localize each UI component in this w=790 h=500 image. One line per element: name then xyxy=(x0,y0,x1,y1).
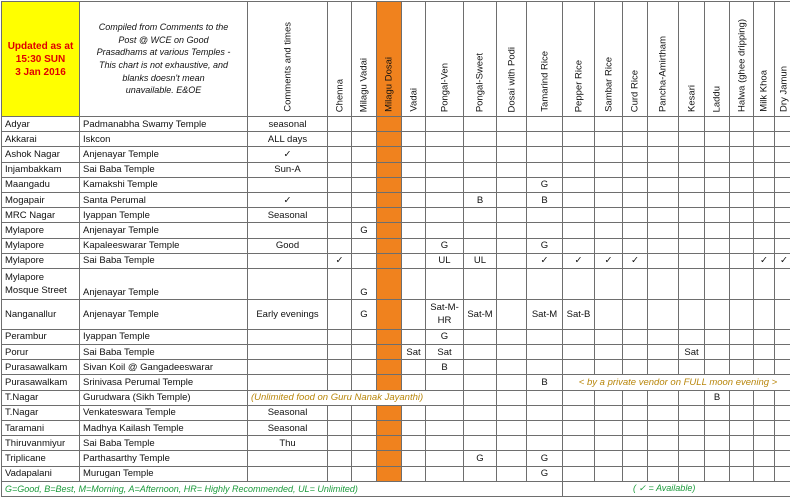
column-header-tamarind-rice: Tamarind Rice xyxy=(527,2,563,117)
table-row xyxy=(2,117,790,132)
table-row xyxy=(2,238,790,253)
legend-codes: G=Good, B=Best, M=Morning, A=Afternoon, HR= Highly Recommended, UL= Unlimited) xyxy=(2,481,563,496)
comment-cell: ALL days xyxy=(248,132,328,147)
table-row xyxy=(2,329,790,344)
area-cell: Perambur xyxy=(2,329,80,344)
column-header-pepper-rice: Pepper Rice xyxy=(563,2,595,117)
column-header-dry-jamun: Dry Jamun xyxy=(775,2,790,117)
comment-cell: Seasonal xyxy=(248,208,328,223)
pongal-ven-mark: Sat-M- HR xyxy=(426,299,464,329)
table-row xyxy=(2,192,790,207)
temple-cell: Gurudwara (Sikh Temple) xyxy=(80,390,248,405)
temple-cell: Kapaleeswarar Temple xyxy=(80,238,248,253)
temple-cell: Padmanabha Swamy Temple xyxy=(80,117,248,132)
column-header-laddu: Laddu xyxy=(705,2,730,117)
pepper-rice-mark: ✓ xyxy=(563,253,595,268)
column-header-curd-rice: Curd Rice xyxy=(623,2,648,117)
area-cell: Mogapair xyxy=(2,192,80,207)
comment-cell xyxy=(248,466,328,481)
temple-cell: Iyappan Temple xyxy=(80,208,248,223)
area-cell: Mylapore xyxy=(2,253,80,268)
area-cell: Taramani xyxy=(2,421,80,436)
temple-cell: Madhya Kailash Temple xyxy=(80,421,248,436)
temple-cell: Iyappan Temple xyxy=(80,329,248,344)
sambar-rice-mark: ✓ xyxy=(595,253,623,268)
temple-cell: Venkateswara Temple xyxy=(80,405,248,420)
temple-cell: Santa Perumal xyxy=(80,192,248,207)
pongal-ven-mark: G xyxy=(426,329,464,344)
milagu-vadai-mark: G xyxy=(352,268,377,299)
temple-cell: Srinivasa Perumal Temple xyxy=(80,375,248,390)
temple-cell: Sai Baba Temple xyxy=(80,253,248,268)
column-header-sambar-rice: Sambar Rice xyxy=(595,2,623,117)
legend-available: ( ✓ = Available) xyxy=(563,481,790,496)
tamarind-rice-mark: G xyxy=(527,238,563,253)
comment-cell xyxy=(248,223,328,238)
table-row xyxy=(2,360,790,375)
column-header-dosai-with-podi: Dosai with Podi xyxy=(497,2,527,117)
comment-cell xyxy=(248,177,328,192)
temple-cell: Sai Baba Temple xyxy=(80,162,248,177)
column-header-milagu-vadai: Milagu Vadai xyxy=(352,2,377,117)
comment-cell xyxy=(248,360,328,375)
column-header-halwa: Halwa (ghee dripping) xyxy=(730,2,754,117)
area-cell: Porur xyxy=(2,345,80,360)
temple-cell: Sai Baba Temple xyxy=(80,345,248,360)
tamarind-rice-mark: ✓ xyxy=(527,253,563,268)
legend-row xyxy=(2,481,790,496)
area-cell: Thiruvanmiyur xyxy=(2,436,80,451)
milagu-vadai-mark: G xyxy=(352,299,377,329)
tamarind-rice-mark: B xyxy=(527,192,563,207)
table-row xyxy=(2,147,790,162)
temple-cell: Anjenayar Temple xyxy=(80,299,248,329)
kesari-mark: Sat xyxy=(679,345,705,360)
area-cell: Akkarai xyxy=(2,132,80,147)
area-cell: Mylapore xyxy=(2,238,80,253)
area-cell: Purasawalkam xyxy=(2,375,80,390)
gurudwara-note: (Unlimited food on Guru Nanak Jayanthi) xyxy=(248,390,464,405)
compiled-note: Compiled from Comments to the Post @ WCE on Good Prasadhams at various Temples - This chart is not exhaustive, and blanks doesn't mean unavailable. E&OE xyxy=(80,2,248,117)
temple-cell: Kamakshi Temple xyxy=(80,177,248,192)
temple-cell: Murugan Temple xyxy=(80,466,248,481)
table-row xyxy=(2,421,790,436)
column-header-milagu-dosai: Milagu Dosai xyxy=(377,2,402,117)
comment-cell: Seasonal xyxy=(248,421,328,436)
table-row xyxy=(2,345,790,360)
header-row xyxy=(2,2,790,117)
area-cell: Vadapalani xyxy=(2,466,80,481)
tamarind-rice-mark: Sat-M xyxy=(527,299,563,329)
area-cell: Mylapore Mosque Street xyxy=(2,268,80,299)
column-header-pongal-ven: Pongal-Ven xyxy=(426,2,464,117)
comment-cell xyxy=(248,329,328,344)
table-row xyxy=(2,299,790,329)
pongal-sweet-mark: Sat-M xyxy=(464,299,497,329)
tamarind-rice-mark: G xyxy=(527,451,563,466)
table-row xyxy=(2,162,790,177)
column-header-kesari: Kesari xyxy=(679,2,705,117)
vendor-note: < by a private vendor on FULL moon evening > xyxy=(563,375,790,390)
comment-cell: ✓ xyxy=(248,192,328,207)
temple-cell: Anjenayar Temple xyxy=(80,223,248,238)
table-row xyxy=(2,223,790,238)
table-row xyxy=(2,466,790,481)
comment-cell: Seasonal xyxy=(248,405,328,420)
table-row xyxy=(2,405,790,420)
area-cell: T.Nagar xyxy=(2,405,80,420)
area-cell: Ashok Nagar xyxy=(2,147,80,162)
comment-cell xyxy=(248,268,328,299)
pepper-rice-mark: Sat-B xyxy=(563,299,595,329)
temple-prasadham-table xyxy=(1,1,790,497)
pongal-ven-mark: G xyxy=(426,238,464,253)
column-header-comments: Comments and times xyxy=(248,2,328,117)
comment-cell xyxy=(248,451,328,466)
comment-cell: Early evenings xyxy=(248,299,328,329)
area-cell: Purasawalkam xyxy=(2,360,80,375)
dry-jamun-mark: ✓ xyxy=(775,253,790,268)
temple-cell: Sai Baba Temple xyxy=(80,436,248,451)
area-cell: T.Nagar xyxy=(2,390,80,405)
column-header-pancha-amirtham: Pancha-Amirtham xyxy=(648,2,679,117)
curd-rice-mark: ✓ xyxy=(623,253,648,268)
milagu-vadai-mark: G xyxy=(352,223,377,238)
table-row xyxy=(2,253,790,268)
chenna-mark: ✓ xyxy=(328,253,352,268)
table-row xyxy=(2,375,790,390)
tamarind-rice-mark: G xyxy=(527,466,563,481)
halwa-mark: B xyxy=(705,390,730,405)
temple-cell: Anjenayar Temple xyxy=(80,268,248,299)
table-row xyxy=(2,177,790,192)
comment-cell xyxy=(248,345,328,360)
table-row xyxy=(2,436,790,451)
area-cell: Triplicane xyxy=(2,451,80,466)
area-cell: Mylapore xyxy=(2,223,80,238)
area-cell: Injambakkam xyxy=(2,162,80,177)
temple-cell: Iskcon xyxy=(80,132,248,147)
table-row xyxy=(2,208,790,223)
tamarind-rice-mark: B xyxy=(527,375,563,390)
pongal-ven-mark: B xyxy=(426,360,464,375)
comment-cell xyxy=(248,375,328,390)
comment-cell: Thu xyxy=(248,436,328,451)
vadai-mark: Sat xyxy=(402,345,426,360)
table-row xyxy=(2,390,790,405)
tamarind-rice-mark: G xyxy=(527,177,563,192)
pongal-sweet-mark: UL xyxy=(464,253,497,268)
column-header-chenna: Chenna xyxy=(328,2,352,117)
area-cell: Adyar xyxy=(2,117,80,132)
pongal-sweet-mark: G xyxy=(464,451,497,466)
milk-khoa-mark: ✓ xyxy=(754,253,775,268)
table-row xyxy=(2,451,790,466)
comment-cell: seasonal xyxy=(248,117,328,132)
comment-cell: Sun-A xyxy=(248,162,328,177)
area-cell: Nanganallur xyxy=(2,299,80,329)
comment-cell xyxy=(248,253,328,268)
comment-cell: ✓ xyxy=(248,147,328,162)
temple-cell: Sivan Koil @ Gangadeeswarar xyxy=(80,360,248,375)
area-cell: MRC Nagar xyxy=(2,208,80,223)
temple-cell: Parthasarthy Temple xyxy=(80,451,248,466)
column-header-pongal-sweet: Pongal-Sweet xyxy=(464,2,497,117)
temple-cell: Anjenayar Temple xyxy=(80,147,248,162)
pongal-ven-mark: UL xyxy=(426,253,464,268)
pongal-sweet-mark: B xyxy=(464,192,497,207)
table-row xyxy=(2,268,790,299)
updated-timestamp: Updated as at 15:30 SUN 3 Jan 2016 xyxy=(2,2,80,117)
area-cell: Maangadu xyxy=(2,177,80,192)
table-row xyxy=(2,132,790,147)
pongal-ven-mark: Sat xyxy=(426,345,464,360)
comment-cell: Good xyxy=(248,238,328,253)
column-header-milk-khoa: Milk Khoa xyxy=(754,2,775,117)
column-header-vadai: Vadai xyxy=(402,2,426,117)
